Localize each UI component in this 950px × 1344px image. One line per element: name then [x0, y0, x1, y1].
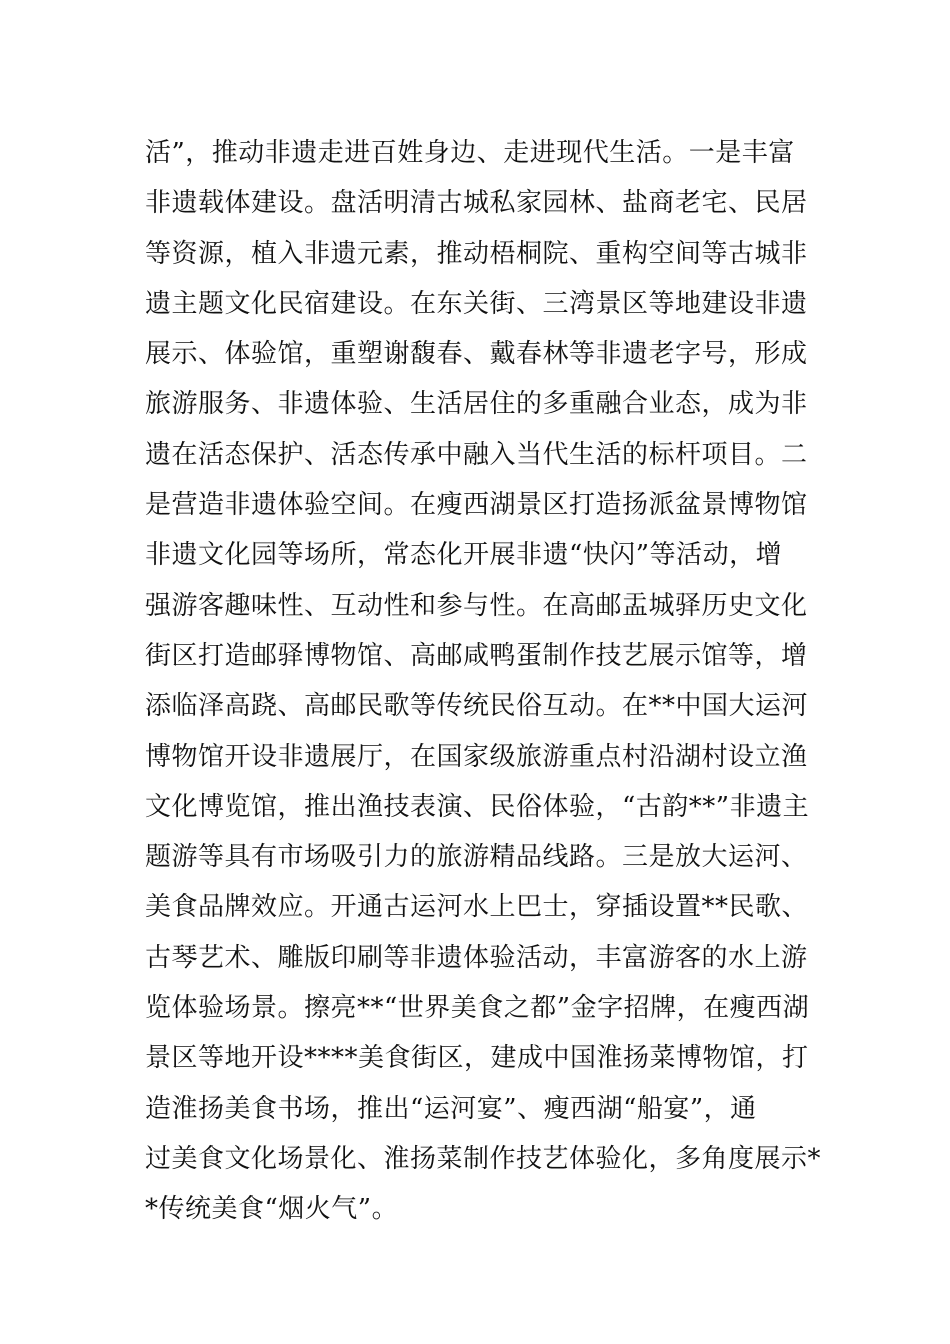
- paragraph-line-13: 博物馆开设非遗展厅，在国家级旅游重点村沿湖村设立渔: [145, 741, 808, 772]
- paragraph-line-10: 强游客趣味性、互动性和参与性。在高邮盂城驿历史文化: [145, 590, 808, 621]
- paragraph-line-8: 是营造非遗体验空间。在瘦西湖景区打造扬派盆景博物馆: [145, 490, 808, 521]
- paragraph-line-20: 造淮扬美食书场，推出“运河宴”、瘦西湖“船宴”，通: [145, 1093, 757, 1124]
- paragraph-line-3: 等资源，植入非遗元素，推动梧桐院、重构空间等古城非: [145, 238, 808, 269]
- paragraph-line-6: 旅游服务、非遗体验、生活居住的多重融合业态，成为非: [145, 389, 808, 420]
- paragraph-line-18: 览体验场景。擦亮**“世界美食之都”金字招牌，在瘦西湖: [145, 993, 810, 1024]
- paragraph-line-19: 景区等地开设****美食街区，建成中国淮扬菜博物馆，打: [145, 1043, 809, 1074]
- paragraph-line-12: 添临泽高跷、高邮民歌等传统民俗互动。在**中国大运河: [145, 691, 809, 722]
- paragraph-line-14: 文化博览馆，推出渔技表演、民俗体验，“古韵**”非遗主: [145, 791, 810, 822]
- body-paragraph: [145, 128, 822, 1235]
- paragraph-line-4: 遗主题文化民宿建设。在东关街、三湾景区等地建设非遗: [145, 288, 808, 319]
- paragraph-line-7: 遗在活态保护、活态传承中融入当代生活的标杆项目。二: [145, 439, 808, 470]
- paragraph-line-9: 非遗文化园等场所，常态化开展非遗“快闪”等活动，增: [145, 540, 783, 571]
- paragraph-line-2: 非遗载体建设。盘活明清古城私家园林、盐商老宅、民居: [145, 188, 808, 219]
- paragraph-line-5: 展示、体验馆，重塑谢馥春、戴春林等非遗老字号，形成: [145, 339, 808, 370]
- paragraph-line-17: 古琴艺术、雕版印刷等非遗体验活动，丰富游客的水上游: [145, 942, 808, 973]
- paragraph-line-15: 题游等具有市场吸引力的旅游精品线路。三是放大运河、: [145, 842, 808, 873]
- paragraph-line-22: *传统美食“烟火气”。: [145, 1194, 399, 1225]
- paragraph-line-21: 过美食文化场景化、淮扬菜制作技艺体验化，多角度展示*: [145, 1143, 822, 1174]
- paragraph-line-1: 活”，推动非遗走进百姓身边、走进现代生活。一是丰富: [145, 138, 795, 168]
- paragraph-line-11: 街区打造邮驿博物馆、高邮咸鸭蛋制作技艺展示馆等，增: [145, 640, 808, 671]
- paragraph-line-16: 美食品牌效应。开通古运河水上巴士，穿插设置**民歌、: [145, 892, 809, 923]
